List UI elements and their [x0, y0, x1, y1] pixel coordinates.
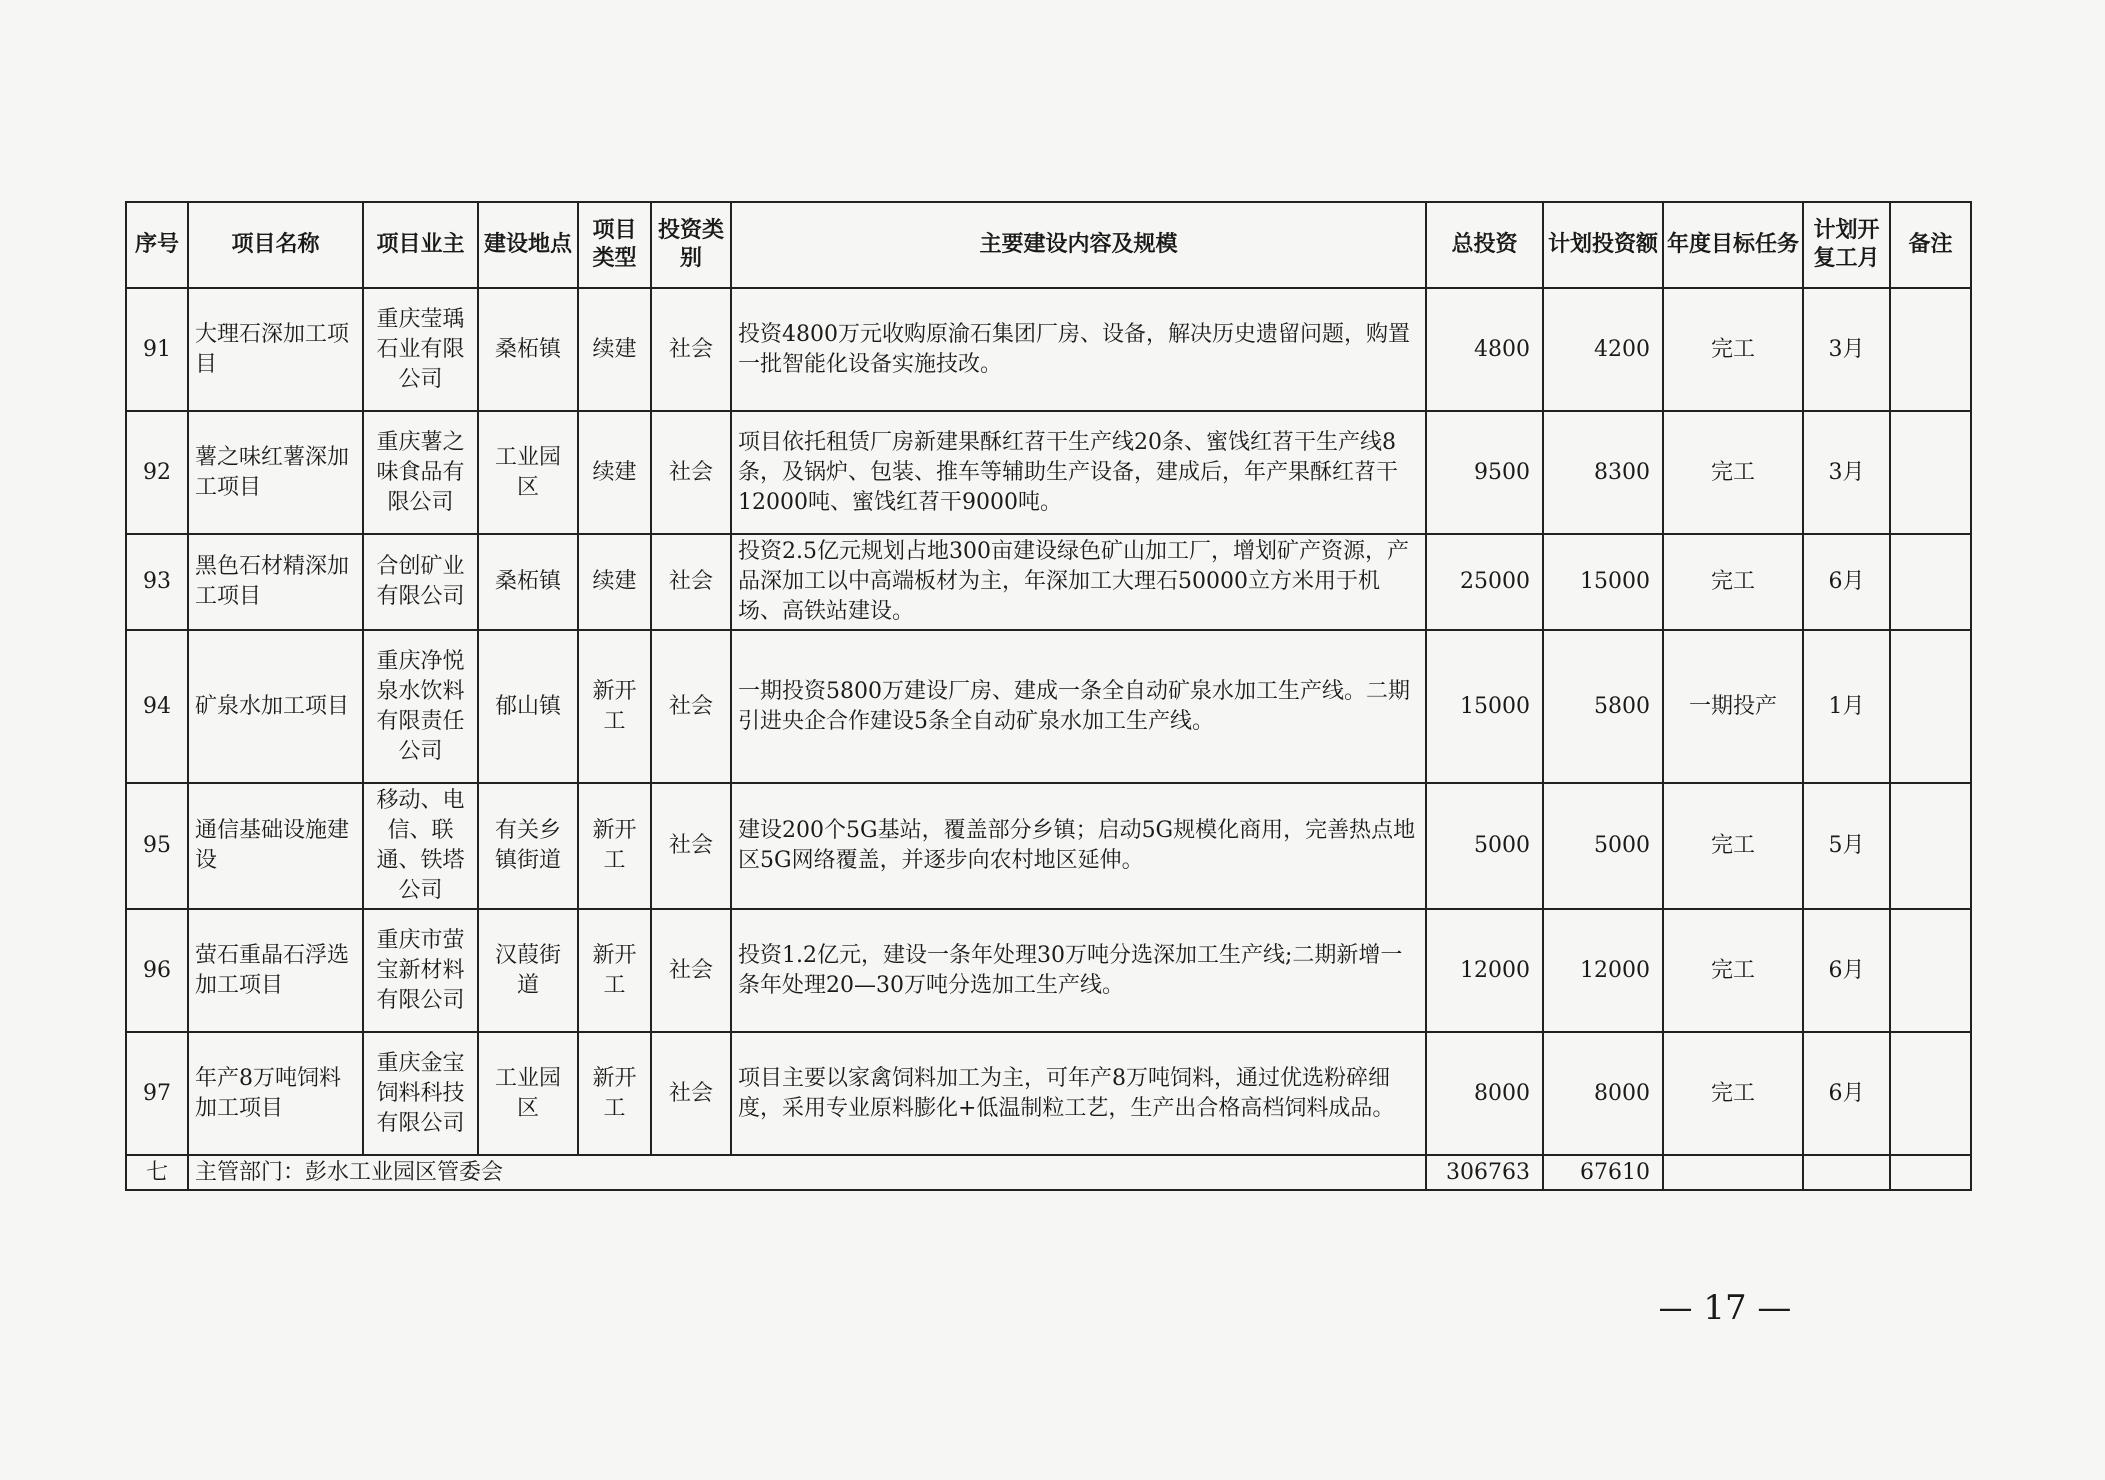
cell-start: 1月: [1803, 630, 1890, 783]
cell-start: 6月: [1803, 1032, 1890, 1155]
cell-location: 汉葭街道: [478, 909, 578, 1032]
summary-row: [126, 1155, 1971, 1190]
header-name: 项目名称: [188, 202, 363, 288]
header-remark: 备注: [1890, 202, 1971, 288]
cell-content: 投资2.5亿元规划占地300亩建设绿色矿山加工厂，增划矿产资源，产品深加工以中高端板材为主，年深加工大理石50000立方米用于机场、高铁站建设。: [731, 534, 1426, 630]
cell-planned: 5800: [1543, 630, 1663, 783]
summary-remark-empty: [1890, 1155, 1971, 1190]
cell-seq: 95: [126, 783, 188, 909]
cell-start: 6月: [1803, 909, 1890, 1032]
cell-planned: 15000: [1543, 534, 1663, 630]
cell-name: 萤石重晶石浮选加工项目: [188, 909, 363, 1032]
cell-type: 新开工: [578, 630, 651, 783]
cell-content: 投资1.2亿元，建设一条年处理30万吨分选深加工生产线;二期新增一条年处理20—30万吨分选加工生产线。: [731, 909, 1426, 1032]
cell-target: 完工: [1663, 783, 1803, 909]
header-seq: 序号: [126, 202, 188, 288]
cell-category: 社会: [651, 630, 731, 783]
header-target: 年度目标任务: [1663, 202, 1803, 288]
page-number: — 17 —: [1658, 1288, 1792, 1328]
cell-type: 续建: [578, 534, 651, 630]
header-content: 主要建设内容及规模: [731, 202, 1426, 288]
cell-total: 12000: [1426, 909, 1543, 1032]
cell-planned: 5000: [1543, 783, 1663, 909]
cell-type: 新开工: [578, 1032, 651, 1155]
cell-location: 工业园区: [478, 411, 578, 534]
cell-remark: [1890, 534, 1971, 630]
cell-owner: 合创矿业有限公司: [363, 534, 478, 630]
cell-name: 大理石深加工项目: [188, 288, 363, 411]
cell-target: 完工: [1663, 288, 1803, 411]
summary-seq: 七: [126, 1155, 188, 1190]
cell-type: 续建: [578, 288, 651, 411]
cell-content: 一期投资5800万建设厂房、建成一条全自动矿泉水加工生产线。二期引进央企合作建设5条全自动矿泉水加工生产线。: [731, 630, 1426, 783]
cell-start: 5月: [1803, 783, 1890, 909]
cell-type: 续建: [578, 411, 651, 534]
cell-owner: 重庆莹瑀石业有限公司: [363, 288, 478, 411]
cell-start: 3月: [1803, 288, 1890, 411]
cell-owner: 移动、电信、联通、铁塔公司: [363, 783, 478, 909]
cell-target: 完工: [1663, 1032, 1803, 1155]
cell-planned: 4200: [1543, 288, 1663, 411]
cell-owner: 重庆薯之味食品有限公司: [363, 411, 478, 534]
cell-owner: 重庆金宝饲料科技有限公司: [363, 1032, 478, 1155]
cell-target: 完工: [1663, 411, 1803, 534]
header-category: 投资类别: [651, 202, 731, 288]
table-row: [126, 630, 1971, 783]
cell-location: 有关乡镇街道: [478, 783, 578, 909]
cell-content: 项目依托租赁厂房新建果酥红苕干生产线20条、蜜饯红苕干生产线8条，及锅炉、包装、推车等辅助生产设备，建成后，年产果酥红苕干12000吨、蜜饯红苕干9000吨。: [731, 411, 1426, 534]
summary-start-empty: [1803, 1155, 1890, 1190]
cell-content: 项目主要以家禽饲料加工为主，可年产8万吨饲料，通过优选粉碎细度，采用专业原料膨化+低温制粒工艺，生产出合格高档饲料成品。: [731, 1032, 1426, 1155]
table-row: [126, 534, 1971, 630]
cell-target: 完工: [1663, 909, 1803, 1032]
cell-total: 15000: [1426, 630, 1543, 783]
header-start: 计划开复工月: [1803, 202, 1890, 288]
cell-owner: 重庆净悦泉水饮料有限责任公司: [363, 630, 478, 783]
cell-planned: 8000: [1543, 1032, 1663, 1155]
cell-remark: [1890, 1032, 1971, 1155]
summary-total: 306763: [1426, 1155, 1543, 1190]
cell-total: 25000: [1426, 534, 1543, 630]
cell-total: 9500: [1426, 411, 1543, 534]
cell-seq: 92: [126, 411, 188, 534]
cell-planned: 8300: [1543, 411, 1663, 534]
cell-category: 社会: [651, 909, 731, 1032]
cell-type: 新开工: [578, 783, 651, 909]
cell-category: 社会: [651, 1032, 731, 1155]
cell-location: 郁山镇: [478, 630, 578, 783]
cell-name: 矿泉水加工项目: [188, 630, 363, 783]
cell-type: 新开工: [578, 909, 651, 1032]
table-row: [126, 288, 1971, 411]
header-type: 项目类型: [578, 202, 651, 288]
cell-category: 社会: [651, 288, 731, 411]
cell-target: 完工: [1663, 534, 1803, 630]
cell-category: 社会: [651, 534, 731, 630]
summary-target-empty: [1663, 1155, 1803, 1190]
table-header-row: [126, 202, 1971, 288]
cell-remark: [1890, 909, 1971, 1032]
cell-planned: 12000: [1543, 909, 1663, 1032]
cell-owner: 重庆市萤宝新材料有限公司: [363, 909, 478, 1032]
table-row: [126, 909, 1971, 1032]
cell-total: 5000: [1426, 783, 1543, 909]
cell-remark: [1890, 783, 1971, 909]
cell-name: 年产8万吨饲料加工项目: [188, 1032, 363, 1155]
cell-category: 社会: [651, 783, 731, 909]
cell-name: 薯之味红薯深加工项目: [188, 411, 363, 534]
table-row: [126, 783, 1971, 909]
cell-start: 3月: [1803, 411, 1890, 534]
cell-location: 桑柘镇: [478, 288, 578, 411]
cell-location: 桑柘镇: [478, 534, 578, 630]
cell-location: 工业园区: [478, 1032, 578, 1155]
summary-label: 主管部门：彭水工业园区管委会: [188, 1155, 1426, 1190]
cell-name: 黑色石材精深加工项目: [188, 534, 363, 630]
header-location: 建设地点: [478, 202, 578, 288]
cell-start: 6月: [1803, 534, 1890, 630]
cell-seq: 94: [126, 630, 188, 783]
cell-seq: 91: [126, 288, 188, 411]
cell-total: 8000: [1426, 1032, 1543, 1155]
cell-content: 建设200个5G基站，覆盖部分乡镇；启动5G规模化商用，完善热点地区5G网络覆盖，并逐步向农村地区延伸。: [731, 783, 1426, 909]
summary-planned: 67610: [1543, 1155, 1663, 1190]
header-total: 总投资: [1426, 202, 1543, 288]
table-row: [126, 1032, 1971, 1155]
cell-seq: 93: [126, 534, 188, 630]
cell-seq: 96: [126, 909, 188, 1032]
cell-content: 投资4800万元收购原渝石集团厂房、设备，解决历史遗留问题，购置一批智能化设备实施技改。: [731, 288, 1426, 411]
cell-target: 一期投产: [1663, 630, 1803, 783]
cell-seq: 97: [126, 1032, 188, 1155]
cell-remark: [1890, 288, 1971, 411]
table-row: [126, 411, 1971, 534]
cell-category: 社会: [651, 411, 731, 534]
project-table: [125, 201, 1972, 1191]
cell-remark: [1890, 411, 1971, 534]
cell-remark: [1890, 630, 1971, 783]
header-planned: 计划投资额: [1543, 202, 1663, 288]
cell-total: 4800: [1426, 288, 1543, 411]
cell-name: 通信基础设施建设: [188, 783, 363, 909]
header-owner: 项目业主: [363, 202, 478, 288]
